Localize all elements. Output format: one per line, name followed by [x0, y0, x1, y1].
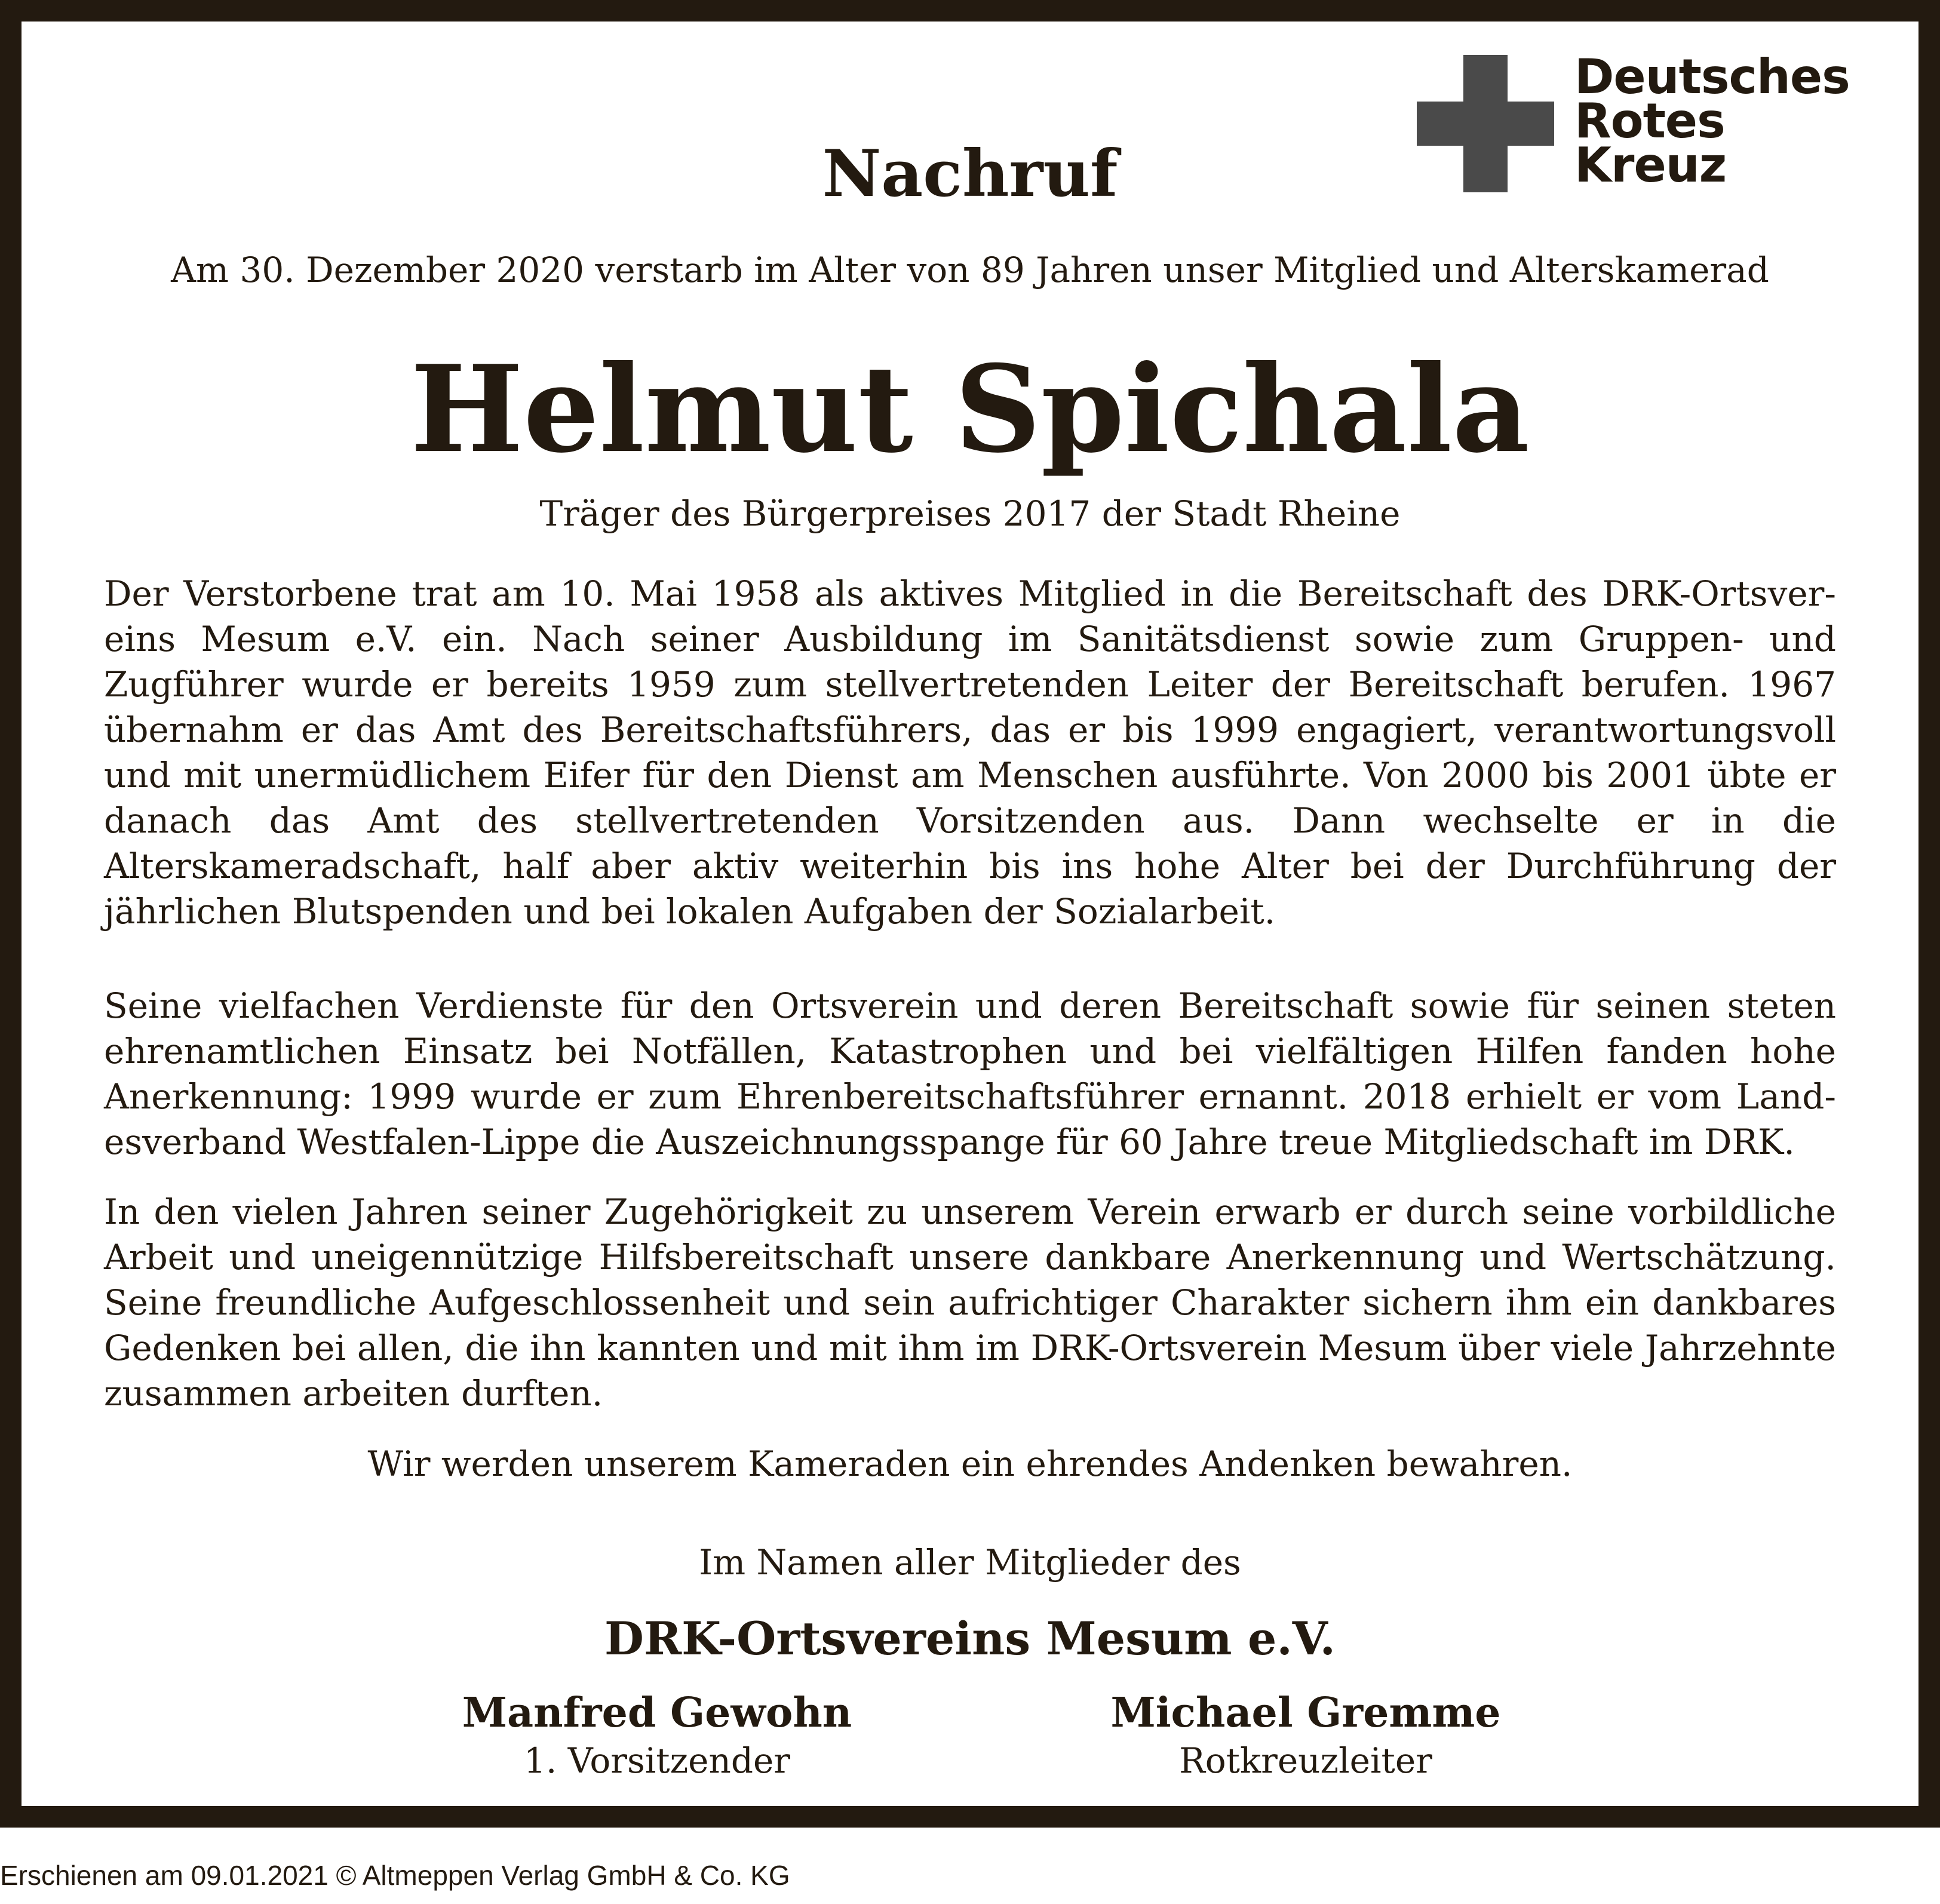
deceased-name: Helmut Spichala [410, 339, 1530, 480]
signatory-1 [388, 1688, 926, 1783]
logo-line-3: Kreuz [1574, 137, 1727, 193]
paragraph-2: Seine vielfachen Verdienste für den Ortsverein und deren Bereitschaft sowie für seinen steten ehrenamtlichen Einsatz bei Notfällen, Katastrophen und bei vielfältigen Hilfen fanden hohe Anerkennung: 1999 wurde er zum Ehrenbereitschaftsführer ernannt. 2018 erhielt er vom Landesverband Westfalen-Lippe die Auszeichnungsspange für 60 Jahre treue Mitgliedschaft im DRK. [104, 985, 1836, 1162]
intro-text: Am 30. Dezember 2020 verstarb im Alter von 89 Jahren unser Mitglied und Alterskamerad [171, 250, 1769, 290]
award-text: Träger des Bürgerpreises 2017 der Stadt Rheine [539, 493, 1401, 534]
signatory-role: Rotkreuzleiter [1179, 1740, 1432, 1781]
signatory-2 [1037, 1688, 1574, 1783]
notice-body [22, 22, 1918, 1806]
paragraph-3: In den vielen Jahren seiner Zugehörigkeit zu unserem Verein erwarb er durch seine vorbildliche Arbeit und uneigennützige Hilfsbereitschaft unsere dankbare Anerkennung und Wertschätzung. Seine freundliche Aufgeschlossenheit und sein aufrichtiger Charakter sichern ihm ein dankbares Gedenken bei allen, die ihn kannten und mit ihm im DRK-Ortsverein Mesum über viele Jahrzehnte zusammen arbeiten durften. [104, 1191, 1836, 1414]
publication-footer: Erschienen am 09.01.2021 © Altmeppen Verlag GmbH & Co. KG [0, 1860, 790, 1891]
organization-name: DRK-Ortsvereins Mesum e.V. [604, 1612, 1336, 1665]
logo-line-2: Rotes [1574, 93, 1725, 149]
signatory-name: Michael Gremme [1110, 1689, 1501, 1737]
paragraph-1: Der Verstorbene trat am 10. Mai 1958 als aktives Mitglied in die Bereitschaft des DRK-Ortsvereins Mesum e.V. ein. Nach seiner Ausbildung im Sanitätsdienst sowie zum Gruppen- und Zugführer wurde er bereits 1959 zum stellvertretenden Leiter der Bereitschaft berufen. 1967 übernahm er das Amt des Bereitschaftsführers, das er bis 1999 engagiert, verantwortungsvoll und mit unermüdlichem Eifer für den Dienst am Menschen ausführte. Von 2000 bis 2001 übte er danach das Amt des stellvertretenden Vorsitzenden aus. Dann wechselte er in die Alterskameradschaft, half aber aktiv weiterhin bis ins hohe Alter bei der Durchführung der jährlichen Blutspenden und bei lokalen Aufgaben der Sozialarbeit. [104, 573, 1836, 932]
notice-title: Nachruf [822, 136, 1118, 211]
signatory-role: 1. Vorsitzender [523, 1740, 791, 1781]
signatory-name: Manfred Gewohn [462, 1689, 852, 1737]
on-behalf-line: Im Namen aller Mitglieder des [699, 1542, 1241, 1583]
closing-line: Wir werden unserem Kameraden ein ehrendes Andenken bewahren. [367, 1444, 1573, 1484]
logo-line-1: Deutsches [1574, 49, 1850, 105]
